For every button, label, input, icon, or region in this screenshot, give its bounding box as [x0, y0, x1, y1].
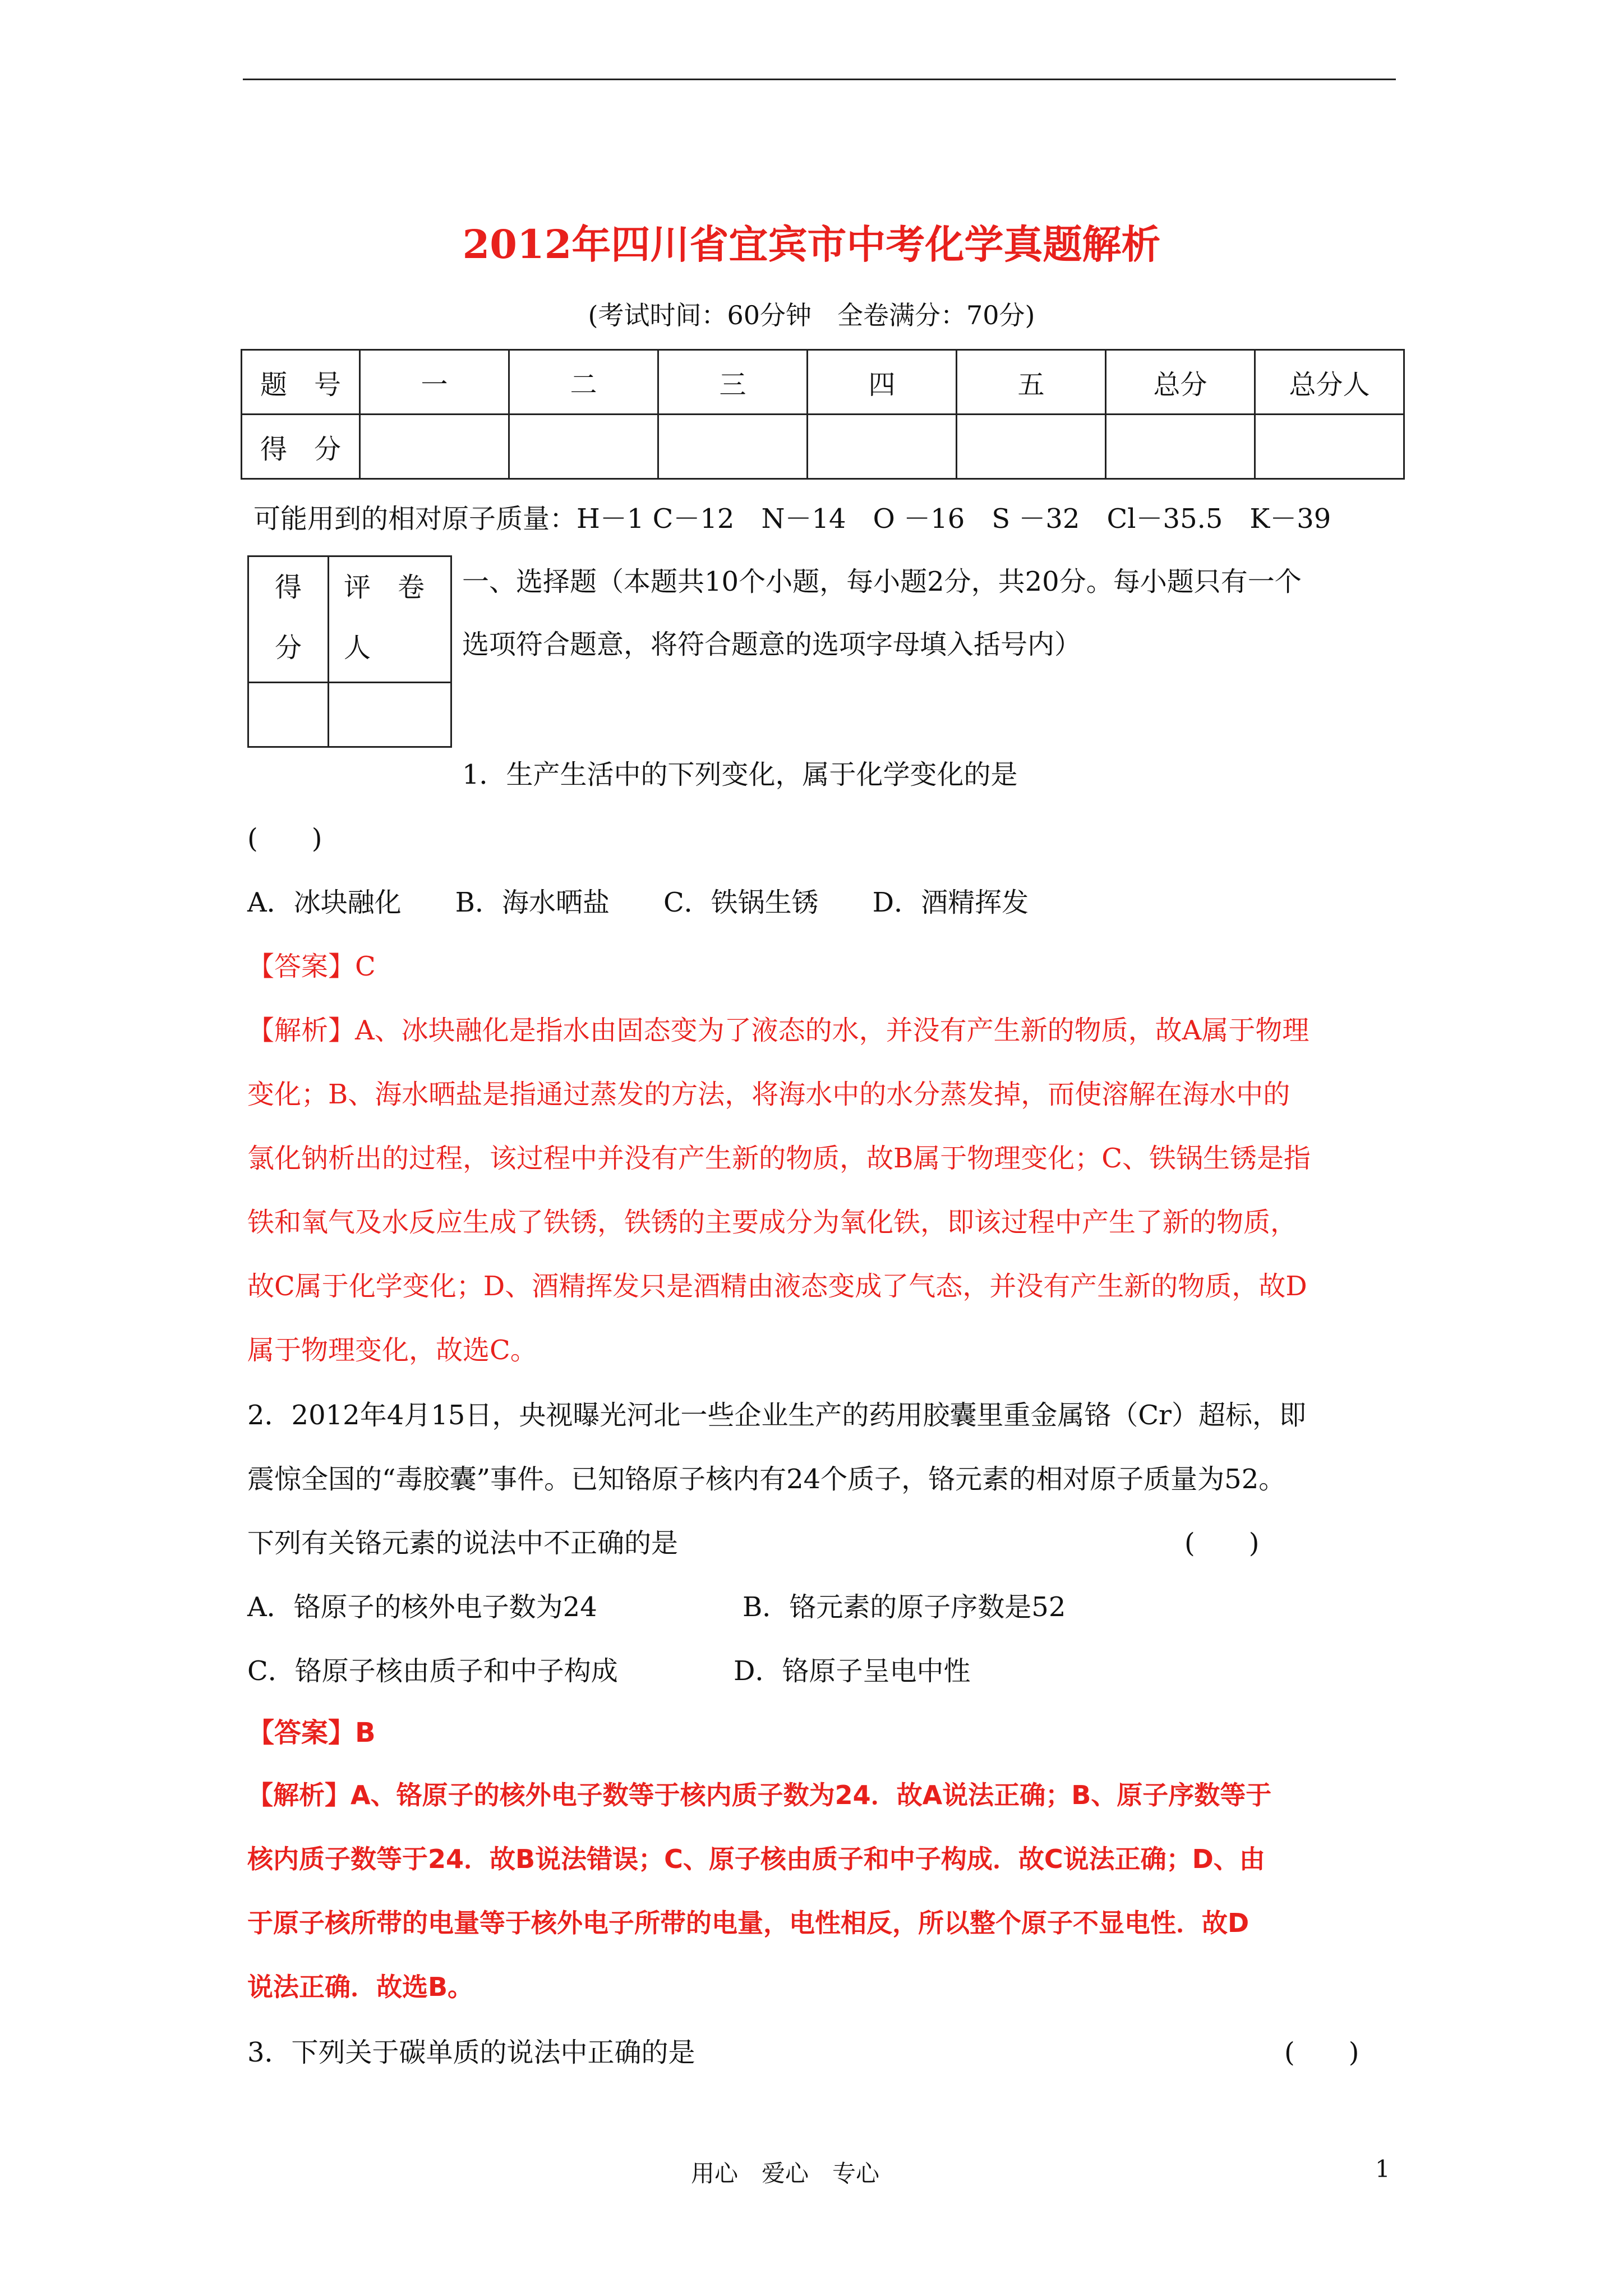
score-cell — [1255, 415, 1404, 479]
score-header-cell: 总分人 — [1255, 350, 1404, 415]
score-header-cell: 三 — [658, 350, 808, 415]
q2-option-c: C．铬原子核由质子和中子构成 — [247, 1655, 618, 1687]
q1-analysis-line: 【解析】A、冰块融化是指水由固态变为了液态的水，并没有产生新的物质，故A属于物理 — [247, 1015, 1310, 1046]
grader-name-label — [329, 556, 451, 683]
q2-option-d: D．铬原子呈电中性 — [734, 1655, 971, 1687]
q2-answer-bracket: ( ) — [1184, 1527, 1260, 1559]
score-cell — [509, 415, 658, 479]
q1-analysis-line: 氯化钠析出的过程，该过程中并没有产生新的物质，故B属于物理变化；C、铁锅生锈是指 — [247, 1143, 1311, 1174]
section1-instruction: 选项符合题意，将符合题意的选项字母填入括号内） — [462, 629, 1082, 660]
q2-analysis-line: 于原子核所带的电量等于核外电子所带的电量，电性相反，所以整个原子不显电性．故D — [247, 1908, 1249, 1938]
score-cell — [1106, 415, 1255, 479]
score-header-cell: 二 — [509, 350, 658, 415]
q2-option-b: B．铬元素的原子序数是52 — [743, 1591, 1066, 1623]
header-rule — [243, 79, 1396, 80]
grader-name-label-line1: 评 卷 — [344, 572, 425, 603]
q1-analysis-line: 属于物理变化，故选C。 — [247, 1335, 537, 1366]
grader-name-cell — [329, 683, 451, 747]
q1-analysis-line: 变化；B、海水晒盐是指通过蒸发的方法，将海水中的水分蒸发掉，而使溶解在海水中的 — [247, 1079, 1290, 1110]
section1-heading: 一、选择题（本题共10个小题，每小题2分，共20分。每小题只有一个 — [462, 566, 1302, 597]
q2-analysis-line: 说法正确．故选B。 — [247, 1972, 474, 2002]
q2-answer: 【答案】B — [247, 1717, 376, 1749]
score-header-cell: 一 — [360, 350, 509, 415]
page-number: 1 — [1375, 2155, 1390, 2183]
score-header-cell: 五 — [957, 350, 1106, 415]
score-row-label: 得 分 — [242, 415, 360, 479]
q1-analysis-line: 铁和氧气及水反应生成了铁锈，铁锈的主要成分为氧化铁，即该过程中产生了新的物质， — [247, 1207, 1298, 1238]
q1-answer-bracket: ( ) — [247, 823, 322, 854]
grader-score-label — [248, 556, 329, 683]
q2-option-a: A．铬原子的核外电子数为24 — [247, 1591, 597, 1623]
score-table-header-row — [242, 350, 1404, 415]
q1-analysis-line: 故C属于化学变化；D、酒精挥发只是酒精由液态变成了气态，并没有产生新的物质，故D — [247, 1271, 1307, 1302]
q2-stem-line: 2．2012年4月15日，央视曝光河北一些企业生产的药用胶囊里重金属铬（Cr）超标，即 — [247, 1400, 1306, 1431]
q1-options: A．冰块融化 B．海水晒盐 C．铁锅生锈 D．酒精挥发 — [247, 887, 1029, 918]
q2-analysis-line: 核内质子数等于24．故B说法错误；C、原子核由质子和中子构成．故C说法正确；D、由 — [247, 1844, 1265, 1874]
grader-score-label-line2: 分 — [274, 632, 302, 664]
footer-motto: 用心 爱心 专心 — [691, 2160, 880, 2187]
exam-info: (考试时间：60分钟 全卷满分：70分) — [588, 300, 1035, 330]
q3-answer-bracket: ( ) — [1284, 2037, 1359, 2068]
q1-answer: 【答案】C — [247, 951, 376, 982]
q2-stem-line: 震惊全国的“毒胶囊”事件。已知铬原子核内有24个质子，铬元素的相对原子质量为52。 — [247, 1464, 1286, 1495]
score-cell — [808, 415, 957, 479]
grader-score-label-line1: 得 — [274, 572, 302, 603]
score-header-cell: 四 — [808, 350, 957, 415]
score-header-cell: 题 号 — [242, 350, 360, 415]
score-cell — [658, 415, 808, 479]
atomic-masses: 可能用到的相对原子质量：H－1 C－12 N－14 O －16 S －32 Cl－35.5 K－39 — [253, 503, 1331, 535]
q2-stem-line: 下列有关铬元素的说法中不正确的是 — [247, 1527, 679, 1559]
grader-box — [247, 555, 452, 748]
score-table — [241, 349, 1405, 480]
q3-stem: 3．下列关于碳单质的说法中正确的是 — [247, 2037, 695, 2068]
q2-analysis-line: 【解析】A、铬原子的核外电子数等于核内质子数为24．故A说法正确；B、原子序数等于 — [247, 1780, 1272, 1810]
q1-stem: 1．生产生活中的下列变化，属于化学变化的是 — [462, 759, 1018, 790]
grader-score-cell — [248, 683, 329, 747]
score-header-cell: 总分 — [1106, 350, 1255, 415]
score-cell — [957, 415, 1106, 479]
score-table-score-row — [242, 415, 1404, 479]
score-cell — [360, 415, 509, 479]
page-title: 2012年四川省宜宾市中考化学真题解析 — [462, 221, 1161, 268]
grader-name-label-line2: 人 — [344, 632, 371, 664]
